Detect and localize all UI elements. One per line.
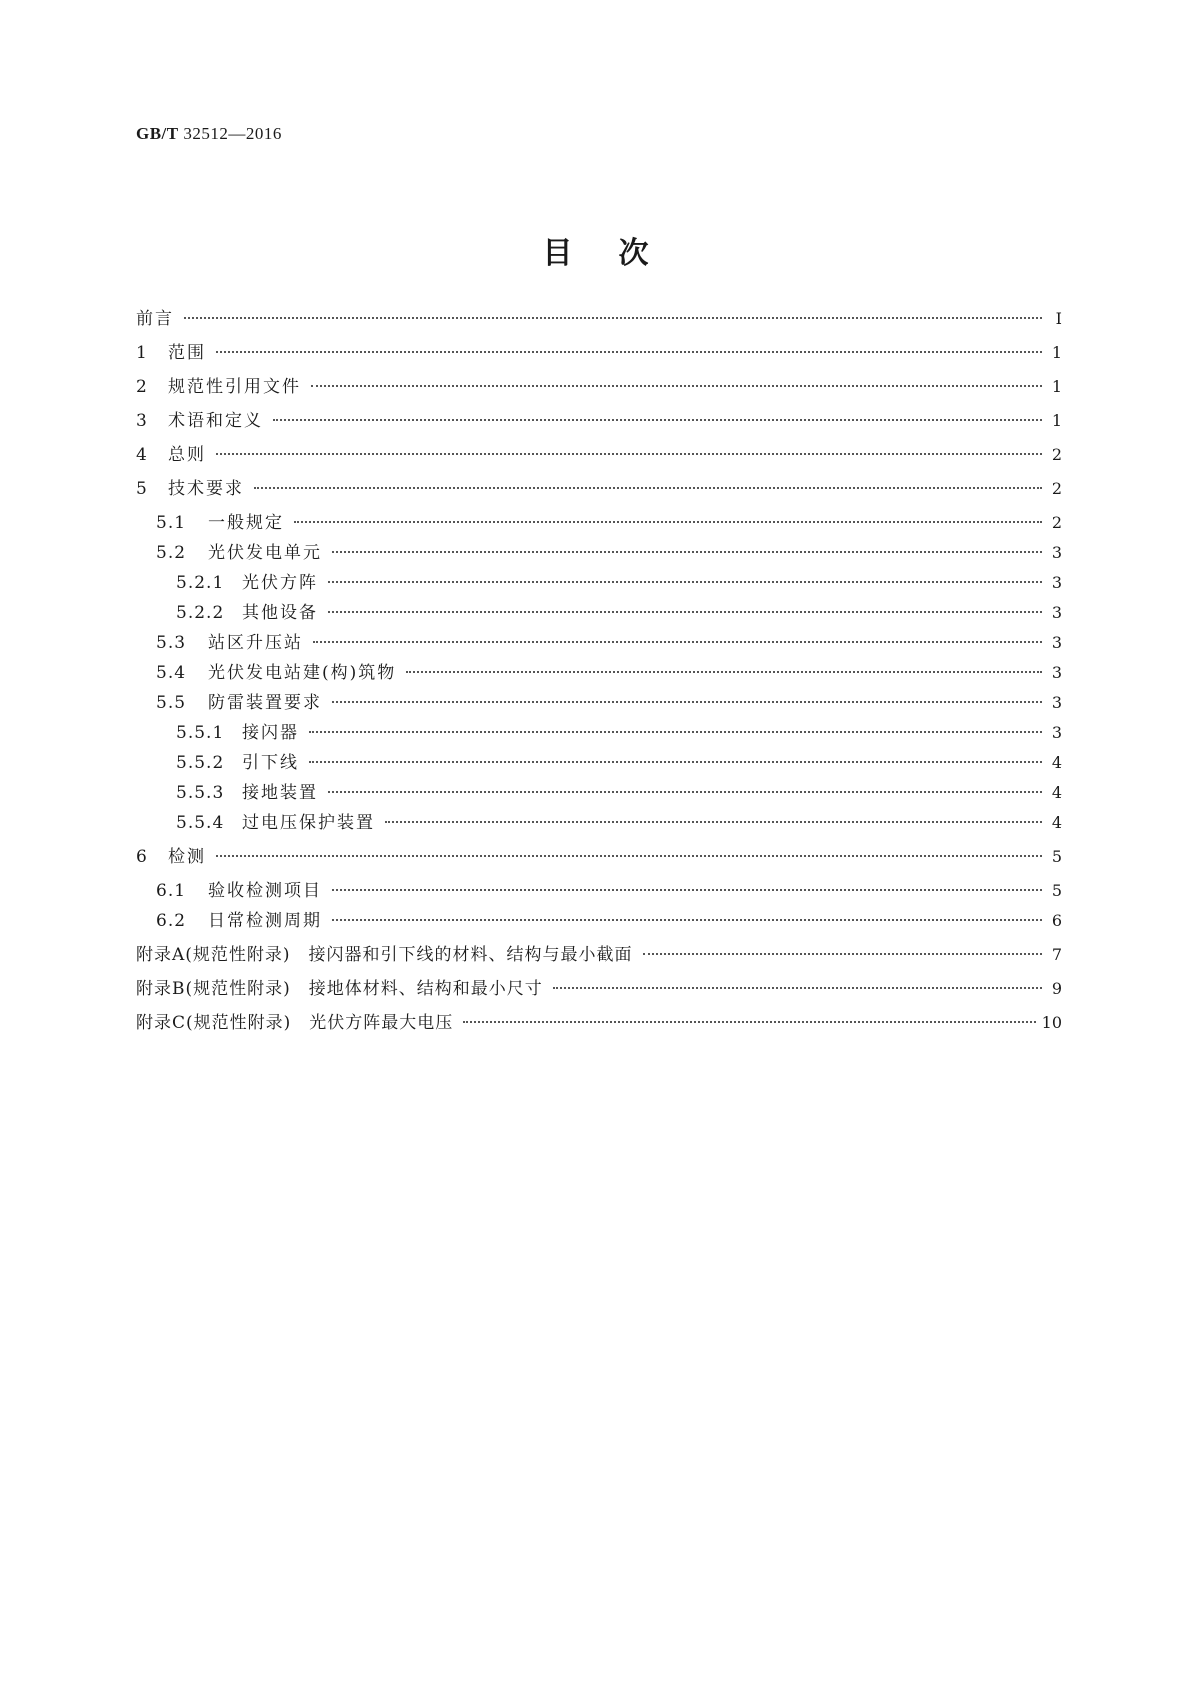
- toc-entry-number: 4: [136, 445, 148, 465]
- toc-entry-label: 附录C(规范性附录) 光伏方阵最大电压: [136, 1013, 454, 1033]
- toc-entry-number: 6.1: [156, 881, 187, 901]
- toc-entry-label: 范围: [168, 343, 206, 363]
- toc-entry-number: 5.2.1: [176, 573, 225, 593]
- toc-entry-page: 1: [1051, 343, 1062, 362]
- toc-entry-label: 光伏发电单元: [208, 543, 322, 563]
- toc-entry-label: 术语和定义: [168, 411, 263, 431]
- toc-leader: [216, 453, 1042, 455]
- toc-leader: [328, 581, 1042, 583]
- toc-entry-appendix-a[interactable]: [136, 944, 1062, 966]
- toc-entry-page: 3: [1051, 723, 1062, 742]
- toc-entry-label: 规范性引用文件: [168, 377, 301, 397]
- toc-entry-label: 其他设备: [242, 603, 318, 623]
- standard-prefix: GB/T: [136, 124, 179, 143]
- toc-entry-number: 5.2.2: [176, 603, 225, 623]
- toc-leader: [385, 821, 1042, 823]
- page-title: 目次: [542, 236, 695, 271]
- toc-entry-scope[interactable]: [136, 342, 1062, 364]
- toc-entry-label: 引下线: [242, 753, 299, 773]
- toc-entry-page: 4: [1051, 813, 1062, 832]
- toc-leader: [216, 855, 1042, 857]
- toc-entry-5-5-1[interactable]: [136, 722, 1062, 744]
- toc-entry-page: 5: [1051, 847, 1062, 866]
- toc-entry-5-5-2[interactable]: [136, 752, 1062, 774]
- toc-entry-number: 5.5.4: [176, 813, 225, 833]
- toc-entry-page: 3: [1051, 573, 1062, 592]
- toc-leader: [332, 701, 1042, 703]
- toc-entry-page: 2: [1051, 513, 1062, 532]
- toc-leader: [184, 317, 1042, 319]
- toc-entry-label: 光伏发电站建(构)筑物: [208, 663, 397, 683]
- toc-entry-6-1[interactable]: [136, 880, 1062, 902]
- toc-entry-number: 5.5: [156, 693, 187, 713]
- toc-entry-number: 1: [136, 343, 148, 363]
- toc-entry-page: 7: [1051, 945, 1062, 964]
- toc-entry-label: 接地装置: [242, 783, 318, 803]
- toc-leader: [553, 987, 1042, 989]
- toc-entry-number: 6.2: [156, 911, 187, 931]
- toc-entry-5-4[interactable]: [136, 662, 1062, 684]
- toc-entry-page: 2: [1051, 479, 1062, 498]
- toc-entry-label: 检测: [168, 847, 206, 867]
- toc-leader: [309, 761, 1042, 763]
- toc-entry-number: 5.5.3: [176, 783, 225, 803]
- toc-entry-terms-definitions[interactable]: [136, 410, 1062, 432]
- toc-entry-technical-requirements[interactable]: [136, 478, 1062, 500]
- toc-entry-page: Ⅰ: [1055, 309, 1062, 328]
- toc-leader: [273, 419, 1042, 421]
- toc-entry-normative-references[interactable]: [136, 376, 1062, 398]
- toc-leader: [254, 487, 1042, 489]
- toc-entry-page: 3: [1051, 663, 1062, 682]
- toc-entry-5-2-2[interactable]: [136, 602, 1062, 624]
- toc-entry-label: 站区升压站: [208, 633, 303, 653]
- toc-leader: [406, 671, 1042, 673]
- toc-leader: [328, 611, 1042, 613]
- toc-entry-page: 4: [1051, 753, 1062, 772]
- toc-leader: [332, 889, 1042, 891]
- toc-entry-number: 3: [136, 411, 148, 431]
- standard-code: [136, 124, 282, 144]
- toc-entry-appendix-c[interactable]: [136, 1012, 1062, 1034]
- toc-entry-label: 验收检测项目: [208, 881, 322, 901]
- toc-entry-page: 10: [1041, 1013, 1062, 1032]
- toc-leader: [216, 351, 1042, 353]
- toc-entry-number: 5.5.1: [176, 723, 225, 743]
- toc-entry-number: 6: [136, 847, 148, 867]
- toc-entry-label: 前言: [136, 309, 174, 329]
- toc-leader: [643, 953, 1042, 955]
- toc-entry-label: 技术要求: [168, 479, 244, 499]
- toc-entry-number: 5: [136, 479, 148, 499]
- toc-entry-general[interactable]: [136, 444, 1062, 466]
- toc-entry-label: 附录A(规范性附录) 接闪器和引下线的材料、结构与最小截面: [136, 945, 633, 965]
- toc-entry-number: 5.4: [156, 663, 187, 683]
- toc-entry-page: 3: [1051, 603, 1062, 622]
- toc-entry-label: 附录B(规范性附录) 接地体材料、结构和最小尺寸: [136, 979, 543, 999]
- toc-entry-5-5-4[interactable]: [136, 812, 1062, 834]
- toc-entry-label: 日常检测周期: [208, 911, 322, 931]
- toc-entry-page: 9: [1051, 979, 1062, 998]
- toc-entry-page: 1: [1051, 377, 1062, 396]
- toc-leader: [311, 385, 1042, 387]
- toc-entry-page: 1: [1051, 411, 1062, 430]
- toc-entry-page: 5: [1051, 881, 1062, 900]
- toc-entry-number: 5.2: [156, 543, 187, 563]
- toc-entry-number: 2: [136, 377, 148, 397]
- toc-entry-5-2[interactable]: [136, 542, 1062, 564]
- toc-entry-number: 5.5.2: [176, 753, 225, 773]
- toc-entry-page: 3: [1051, 693, 1062, 712]
- toc-entry-5-3[interactable]: [136, 632, 1062, 654]
- toc-entry-appendix-b[interactable]: [136, 978, 1062, 1000]
- toc-entry-label: 一般规定: [208, 513, 284, 533]
- toc-leader: [463, 1021, 1035, 1023]
- toc-entry-page: 3: [1051, 543, 1062, 562]
- toc-leader: [328, 791, 1042, 793]
- toc-leader: [313, 641, 1042, 643]
- toc-entry-5-5-3[interactable]: [136, 782, 1062, 804]
- toc-leader: [332, 919, 1042, 921]
- toc-entry-foreword[interactable]: [136, 308, 1062, 330]
- toc-leader: [309, 731, 1042, 733]
- toc-entry-5-2-1[interactable]: [136, 572, 1062, 594]
- toc-entry-5-5[interactable]: [136, 692, 1062, 714]
- toc-entry-5-1[interactable]: [136, 512, 1062, 534]
- toc-entry-page: 6: [1051, 911, 1062, 930]
- toc-entry-label: 总则: [168, 445, 206, 465]
- toc-entry-testing[interactable]: [136, 846, 1062, 868]
- toc-entry-page: 2: [1051, 445, 1062, 464]
- toc-entry-label: 接闪器: [242, 723, 299, 743]
- toc-leader: [294, 521, 1042, 523]
- toc-entry-number: 5.3: [156, 633, 187, 653]
- toc-entry-number: 5.1: [156, 513, 187, 533]
- toc-entry-6-2[interactable]: [136, 910, 1062, 932]
- toc-entry-label: 防雷装置要求: [208, 693, 322, 713]
- toc-entry-label: 光伏方阵: [242, 573, 318, 593]
- toc-entry-label: 过电压保护装置: [242, 813, 375, 833]
- toc-leader: [332, 551, 1042, 553]
- standard-number: 32512—2016: [183, 124, 282, 143]
- toc-entry-page: 4: [1051, 783, 1062, 802]
- toc-entry-page: 3: [1051, 633, 1062, 652]
